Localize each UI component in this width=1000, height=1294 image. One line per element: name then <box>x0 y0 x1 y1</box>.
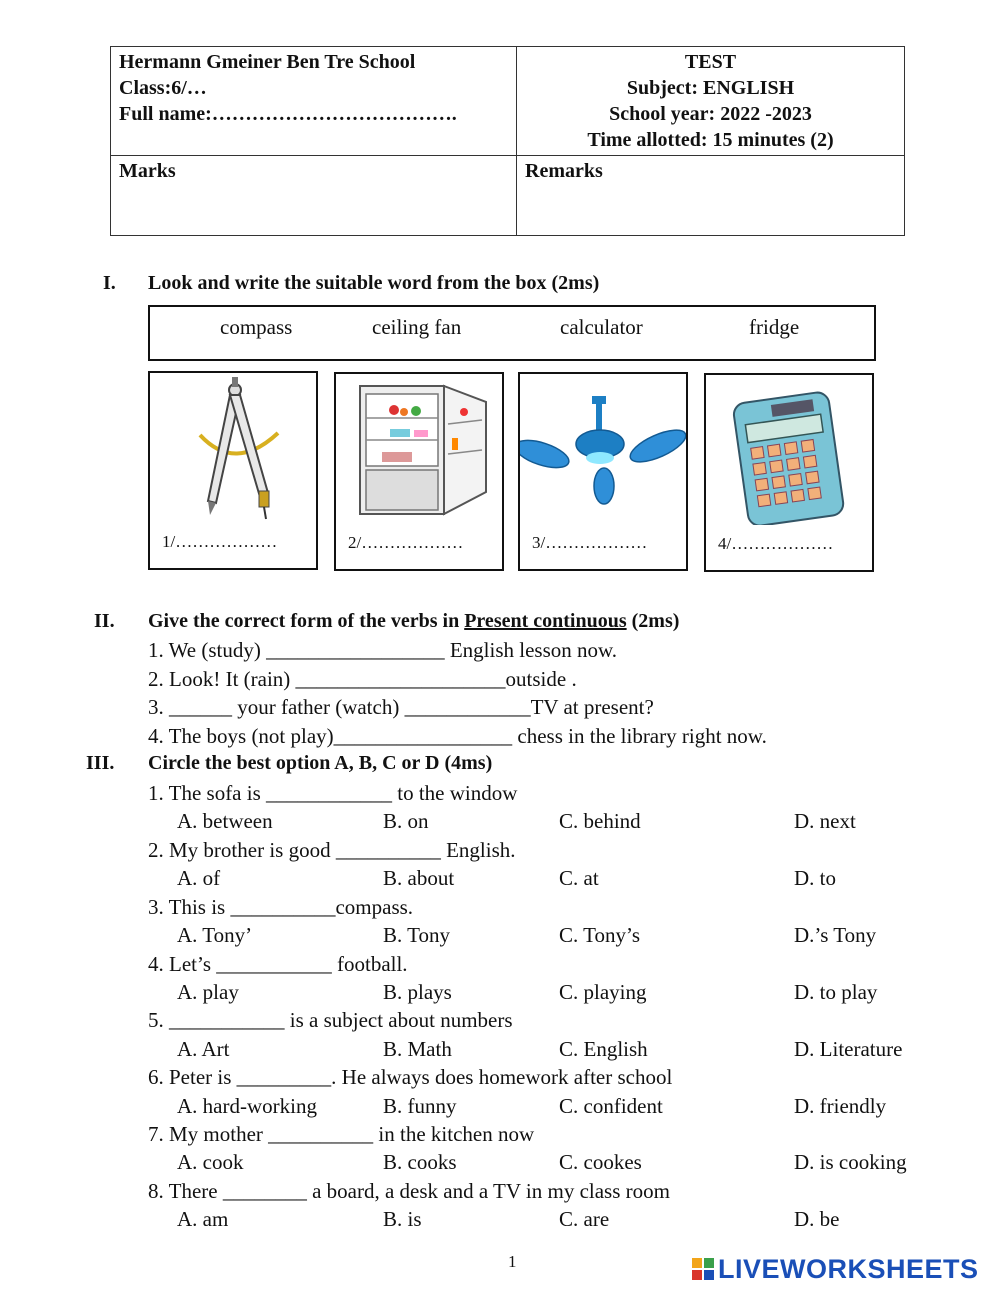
ceiling-fan-icon <box>520 374 686 524</box>
section-1-number: I. <box>103 272 116 294</box>
school-year-line: School year: 2022 -2023 <box>609 103 812 125</box>
option-7-d[interactable]: D. is cooking <box>794 1150 907 1174</box>
section-1-title: Look and write the suitable word from the box (2ms) <box>148 272 600 294</box>
class-line: Class:6/… <box>119 77 207 99</box>
answer-line-2[interactable]: 2/……………… <box>348 533 464 552</box>
question-2: 2. My brother is good __________ English. <box>148 838 516 862</box>
option-2-a[interactable]: A. of <box>177 866 221 890</box>
option-4-a[interactable]: A. play <box>177 980 239 1004</box>
option-3-c[interactable]: C. Tony’s <box>559 923 640 947</box>
option-7-b[interactable]: B. cooks <box>383 1150 457 1174</box>
test-info-cell <box>517 47 905 156</box>
answer-line-3[interactable]: 3/……………… <box>532 533 648 552</box>
marks-cell <box>111 156 517 236</box>
option-6-c[interactable]: C. confident <box>559 1094 663 1118</box>
option-2-d[interactable]: D. to <box>794 866 836 890</box>
picture-box-4 <box>704 373 874 572</box>
header-table <box>110 46 905 236</box>
question-6: 6. Peter is _________. He always does homework after school <box>148 1065 673 1089</box>
option-8-b[interactable]: B. is <box>383 1207 422 1231</box>
option-2-c[interactable]: C. at <box>559 866 599 890</box>
option-5-a[interactable]: A. Art <box>177 1037 230 1061</box>
remarks-label: Remarks <box>525 160 603 182</box>
test-title: TEST <box>684 51 737 73</box>
option-4-c[interactable]: C. playing <box>559 980 647 1004</box>
word-box <box>148 305 876 361</box>
answer-line-1[interactable]: 1/……………… <box>162 532 278 551</box>
verb-item-1[interactable]: 1. We (study) _________________ English lesson now. <box>148 638 618 662</box>
option-6-b[interactable]: B. funny <box>383 1094 457 1118</box>
section-2-number: II. <box>94 610 115 632</box>
school-name: Hermann Gmeiner Ben Tre School <box>119 51 416 73</box>
verb-item-2[interactable]: 2. Look! It (rain) ____________________outside . <box>148 667 577 691</box>
option-5-c[interactable]: C. English <box>559 1037 648 1061</box>
option-8-a[interactable]: A. am <box>177 1207 229 1231</box>
option-7-a[interactable]: A. cook <box>177 1150 244 1174</box>
option-3-b[interactable]: B. Tony <box>383 923 450 947</box>
option-5-b[interactable]: B. Math <box>383 1037 452 1061</box>
section-3-number: III. <box>86 752 115 774</box>
question-8: 8. There ________ a board, a desk and a TV in my class room <box>148 1179 670 1203</box>
option-6-a[interactable]: A. hard-working <box>177 1094 317 1118</box>
marks-label: Marks <box>119 160 176 182</box>
option-1-b[interactable]: B. on <box>383 809 429 833</box>
option-1-d[interactable]: D. next <box>794 809 856 833</box>
compass-icon <box>150 373 316 523</box>
word-fridge: fridge <box>749 315 800 339</box>
subject-line: Subject: ENGLISH <box>626 77 795 99</box>
option-2-b[interactable]: B. about <box>383 866 455 890</box>
option-1-a[interactable]: A. between <box>177 809 273 833</box>
word-calculator: calculator <box>560 315 643 339</box>
fridge-icon <box>336 374 502 524</box>
section-2-title <box>148 610 679 633</box>
question-1: 1. The sofa is ____________ to the window <box>148 781 518 805</box>
remarks-cell <box>517 156 905 236</box>
calculator-icon <box>706 375 872 525</box>
picture-box-2 <box>334 372 504 571</box>
time-line: Time allotted: 15 minutes (2) <box>587 129 834 151</box>
picture-box-1 <box>148 371 318 570</box>
page-number: 1 <box>508 1252 517 1271</box>
picture-box-3 <box>518 372 688 571</box>
school-info-cell <box>111 47 517 156</box>
option-4-b[interactable]: B. plays <box>383 980 452 1004</box>
question-4: 4. Let’s ___________ football. <box>148 952 408 976</box>
option-4-d[interactable]: D. to play <box>794 980 878 1004</box>
option-8-d[interactable]: D. be <box>794 1207 840 1231</box>
answer-line-4[interactable]: 4/……………… <box>718 534 834 553</box>
liveworksheets-brand[interactable]: LIVEWORKSHEETS <box>718 1254 979 1284</box>
option-6-d[interactable]: D. friendly <box>794 1094 887 1118</box>
word-compass: compass <box>220 315 293 339</box>
option-3-a[interactable]: A. Tony’ <box>177 923 253 947</box>
option-1-c[interactable]: C. behind <box>559 809 641 833</box>
name-line: Full name:………………………………. <box>119 103 457 125</box>
verb-item-4[interactable]: 4. The boys (not play)_________________ chess in the library right now. <box>148 724 767 748</box>
liveworksheets-logo-icon <box>692 1258 714 1280</box>
verb-item-3[interactable]: 3. ______ your father (watch) ____________TV at present? <box>148 695 654 719</box>
section-2-title-underlined: Present continuous <box>464 610 627 632</box>
question-3: 3. This is __________compass. <box>148 895 414 919</box>
question-7: 7. My mother __________ in the kitchen now <box>148 1122 535 1146</box>
question-5: 5. ___________ is a subject about numbers <box>148 1008 513 1032</box>
section-2-title-a: Give the correct form of the verbs in <box>148 610 465 632</box>
word-ceiling-fan: ceiling fan <box>372 315 462 339</box>
option-7-c[interactable]: C. cookes <box>559 1150 642 1174</box>
option-5-d[interactable]: D. Literature <box>794 1037 903 1061</box>
section-3-title: Circle the best option A, B, C or D (4ms) <box>148 752 493 774</box>
option-3-d[interactable]: D.’s Tony <box>794 923 877 947</box>
section-2-title-b: (2ms) <box>626 610 680 632</box>
option-8-c[interactable]: C. are <box>559 1207 610 1231</box>
